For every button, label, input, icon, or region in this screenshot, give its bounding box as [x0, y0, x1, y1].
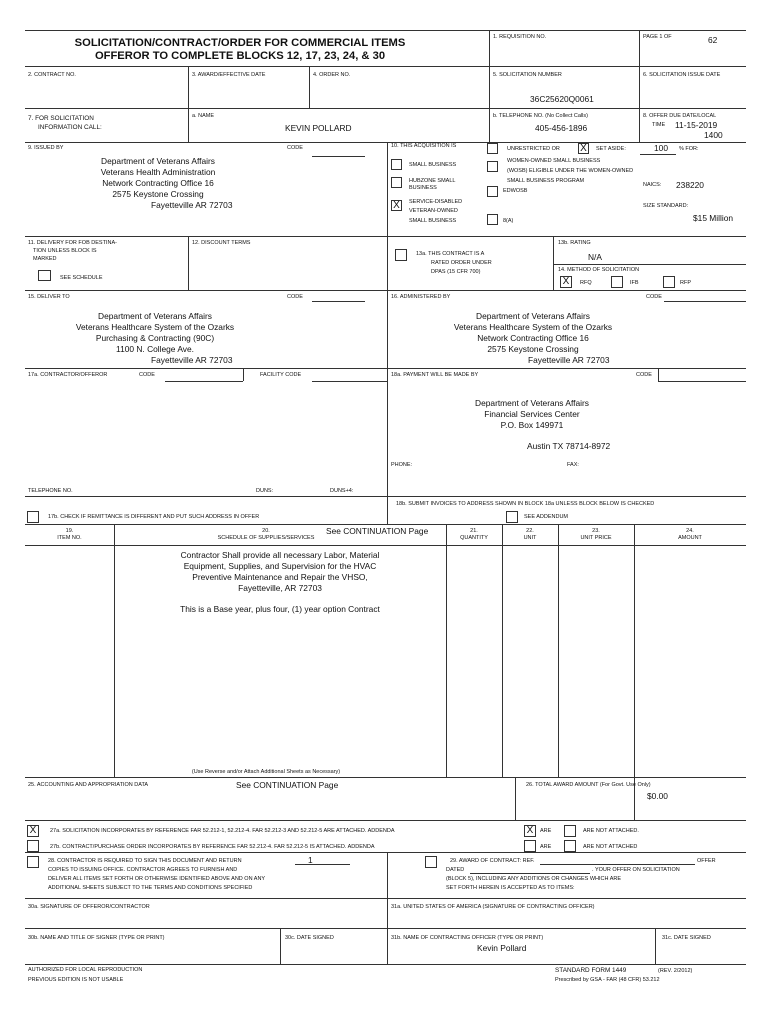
rated-order-label-3: DPAS (15 CFR 700) [431, 269, 481, 275]
sdvosb-label-3: SMALL BUSINESS [409, 218, 457, 224]
29-offer: OFFER [697, 858, 716, 864]
col-unit: UNIT [523, 535, 537, 541]
addendum-checkbox[interactable] [506, 511, 518, 523]
remittance-label: 17b. CHECK IF REMITTANCE IS DIFFERENT AND PUT SUCH ADDRESS IN OFFER [48, 514, 260, 520]
wosb-label: WOMEN-OWNED SMALL BUSINESS [507, 158, 601, 164]
facility-code-label: FACILITY CODE [260, 372, 302, 378]
27a-text: 27a. SOLICITATION INCORPORATES BY REFERENCE FAR 52.212-1, 52.212-4. FAR 52.212-3 AND 52.212-5 ARE ATTACHED. ADDENDA [50, 828, 395, 834]
29-checkbox[interactable] [425, 856, 437, 868]
29-your-offer: . YOUR OFFER ON SOLICITATION [592, 867, 680, 873]
officer-name: Kevin Pollard [477, 943, 527, 953]
deliver-to-line: Purchasing & Contracting (90C) [95, 333, 215, 343]
issued-by-line: Network Contracting Office 16 [102, 178, 214, 188]
col-amount-num: 24. [686, 528, 694, 534]
name-label: a. NAME [192, 113, 215, 119]
27b-text: 27b. CONTRACT/PURCHASE ORDER INCORPORATES BY REFERENCE FAR 52.212-4. FAR 52.212-5 IS ATTACHED. ADDENDA [50, 844, 375, 850]
28-text-2: COPIES TO ISSUING OFFICE. CONTRACTOR AGREES TO FURNISH AND [48, 867, 238, 873]
schedule-description: Equipment, Supplies, and Supervision for the HVAC [183, 561, 377, 571]
col-unit-price: UNIT PRICE [580, 535, 612, 541]
form-subtitle: OFFEROR TO COMPLETE BLOCKS 12, 17, 23, 24, & 30 [94, 50, 386, 62]
28-copies: 1 [308, 855, 313, 865]
issued-by-label: 9. ISSUED BY [28, 145, 64, 151]
duns4-label: DUNS+4: [330, 488, 354, 494]
set-aside-checkbox[interactable]: X [578, 143, 589, 154]
sdvosb-checkbox[interactable]: X [391, 200, 402, 211]
col-schedule: SCHEDULE OF SUPPLIES/SERVICES [217, 535, 315, 541]
27a-are-not-label: ARE NOT ATTACHED. [583, 828, 639, 834]
payment-line: Department of Veterans Affairs [475, 398, 589, 408]
duns-label: DUNS: [256, 488, 274, 494]
27b-are-not-checkbox[interactable] [564, 840, 576, 852]
edwosb-checkbox[interactable] [487, 186, 498, 197]
small-business-checkbox[interactable] [391, 159, 402, 170]
contract-no-label: 2. CONTRACT NO. [28, 72, 76, 78]
phone-label: b. TELEPHONE NO. (No Collect Calls) [493, 113, 588, 119]
29-dated: DATED [446, 867, 465, 873]
total-award-value: $0.00 [647, 791, 668, 801]
order-no-label: 4. ORDER NO. [313, 72, 351, 78]
col-item-no: ITEM NO. [57, 535, 82, 541]
naics-value: 238220 [676, 180, 704, 190]
offer-due-time-label: TIME [652, 122, 666, 128]
telephone-underline [25, 496, 387, 497]
accounting-label: 25. ACCOUNTING AND APPROPRIATION DATA [28, 782, 149, 788]
rating-value: N/A [588, 252, 602, 262]
rfp-checkbox[interactable] [663, 276, 675, 288]
schedule-continuation: See CONTINUATION Page [326, 526, 429, 536]
base-year-note: This is a Base year, plus four, (1) year option Contract [180, 604, 380, 614]
rated-order-label: 13a. THIS CONTRACT IS A [416, 251, 485, 257]
footer-form-name: STANDARD FORM 1449 [555, 967, 627, 974]
28-text: 28. CONTRACTOR IS REQUIRED TO SIGN THIS DOCUMENT AND RETURN [48, 858, 242, 864]
offer-due-date: 11-15-2019 [675, 120, 718, 130]
administered-by-line: Veterans Healthcare System of the Ozarks [453, 322, 613, 332]
footer-revision: (REV. 2/2012) [658, 968, 693, 974]
percent-for-label: % FOR: [679, 146, 699, 152]
contractor-code-label: CODE [139, 372, 155, 378]
set-aside-underline [640, 154, 676, 155]
wosb-checkbox[interactable] [487, 161, 498, 172]
schedule-description: Contractor Shall provide all necessary Labor, Material [180, 550, 380, 560]
contractor-label: 17a. CONTRACTOR/OFFEROR [28, 372, 108, 378]
set-aside-label: SET ASIDE: [596, 146, 626, 152]
accounting-value: See CONTINUATION Page [236, 780, 339, 790]
submit-invoices-label: 18b. SUBMIT INVOICES TO ADDRESS SHOWN IN BLOCK 18a UNLESS BLOCK BELOW IS CHECKED [396, 501, 655, 507]
payment-city: Austin TX 78714-8972 [527, 441, 611, 451]
delivery-label-2: TION UNLESS BLOCK IS [33, 248, 97, 254]
27a-are-not-checkbox[interactable] [564, 825, 576, 837]
addendum-label: SEE ADDENDUM [524, 514, 569, 520]
small-business-label: SMALL BUSINESS [409, 162, 457, 168]
deliver-to-line: 1100 N. College Ave. [116, 344, 194, 354]
schedule-description: Fayetteville, AR 72703 [238, 583, 322, 593]
col-item-no-num: 19. [65, 528, 74, 534]
27a-are-checkbox[interactable]: X [524, 825, 536, 837]
offeror-date-label: 30c. DATE SIGNED [285, 935, 334, 941]
footer-prescribed: Prescribed by GSA - FAR (48 CFR) 53.212 [555, 977, 660, 983]
delivery-label-3: MARKED [33, 256, 57, 262]
administered-by-line: Network Contracting Office 16 [477, 333, 589, 343]
method-label: 14. METHOD OF SOLICITATION [558, 267, 640, 273]
footer-reproduction: AUTHORIZED FOR LOCAL REPRODUCTION [28, 967, 143, 973]
signer-name-label: 30b. NAME AND TITLE OF SIGNER (TYPE OR PRINT) [28, 935, 165, 941]
contact-phone: 405-456-1896 [535, 123, 588, 133]
col-schedule-num: 20. [262, 528, 270, 534]
ifb-checkbox[interactable] [611, 276, 623, 288]
deliver-to-line: Fayetteville AR 72703 [151, 355, 233, 365]
requisition-label: 1. REQUISITION NO. [493, 34, 547, 40]
29-text: 29. AWARD OF CONTRACT: REF. [450, 858, 535, 864]
ifb-label: IFB [630, 280, 639, 286]
for-info-label-2: INFORMATION CALL: [38, 124, 102, 131]
solicitation-number-label: 5. SOLICITATION NUMBER [493, 72, 562, 78]
rated-order-checkbox[interactable] [395, 249, 407, 261]
administered-by-line: Fayetteville AR 72703 [528, 355, 610, 365]
administered-by-line: 2575 Keystone Crossing [487, 344, 579, 354]
payment-fax-label: FAX: [567, 462, 579, 468]
issued-by-code-label: CODE [287, 145, 303, 151]
payment-phone-label: PHONE: [391, 462, 413, 468]
27b-are-checkbox[interactable] [524, 840, 536, 852]
col-unit-num: 22. [526, 528, 534, 534]
deliver-to-label: 15. DELIVER TO [28, 294, 70, 300]
wosb-label-3: SMALL BUSINESS PROGRAM [507, 178, 585, 184]
col-amount: AMOUNT [678, 535, 702, 541]
col-quantity-num: 21. [470, 528, 478, 534]
sdvosb-label: SERVICE-DISABLED [409, 199, 463, 205]
hubzone-checkbox[interactable] [391, 177, 402, 188]
hubzone-label-2: BUSINESS [409, 185, 437, 191]
issue-date-label: 6. SOLICITATION ISSUE DATE [643, 72, 721, 78]
deliver-to-line: Department of Veterans Affairs [98, 311, 212, 321]
size-standard-value: $15 Million [693, 213, 734, 223]
rfq-checkbox[interactable]: X [560, 276, 572, 288]
eight-a-label: 8(A) [503, 218, 514, 224]
award-date-label: 3. AWARD/EFFECTIVE DATE [192, 72, 266, 78]
issued-by-line: Veterans Health Administration [100, 167, 216, 177]
deliver-to-line: Veterans Healthcare System of the Ozarks [75, 322, 235, 332]
form-title: SOLICITATION/CONTRACT/ORDER FOR COMMERCIAL ITEMS [74, 37, 406, 49]
29-text-3: (BLOCK 5), INCLUDING ANY ADDITIONS OR CHANGES WHICH ARE [446, 876, 622, 882]
administered-by-code-label: CODE [646, 294, 662, 300]
unrestricted-label: UNRESTRICTED OR [507, 146, 560, 152]
27b-are-not-label: ARE NOT ATTACHED [583, 844, 638, 850]
27a-are-label: ARE [540, 828, 552, 834]
wosb-label-2: (WOSB) ELIGIBLE UNDER THE WOMEN-OWNED [507, 168, 634, 174]
issued-by-line: 2575 Keystone Crossing [112, 189, 204, 199]
officer-name-label: 31b. NAME OF CONTRACTING OFFICER (TYPE OR PRINT) [391, 935, 544, 941]
col-unit-price-num: 23. [592, 528, 600, 534]
issued-by-line: Fayetteville AR 72703 [151, 200, 233, 210]
contact-name: KEVIN POLLARD [285, 123, 352, 133]
payment-line: Financial Services Center [484, 409, 580, 419]
reverse-note: (Use Reverse and/or Attach Additional Sheets as Necessary) [191, 769, 341, 775]
unrestricted-checkbox[interactable] [487, 143, 498, 154]
col-quantity: QUANTITY [460, 535, 488, 541]
issued-by-line: Department of Veterans Affairs [101, 156, 215, 166]
set-aside-percent: 100 [654, 143, 668, 153]
officer-date-label: 31c. DATE SIGNED [662, 935, 711, 941]
28-text-4: ADDITIONAL SHEETS SUBJECT TO THE TERMS AND CONDITIONS SPECIFIED [48, 885, 253, 891]
rfp-label: RFP [680, 280, 691, 286]
payment-line: P.O. Box 149971 [500, 420, 564, 430]
administered-by-line: Department of Veterans Affairs [476, 311, 590, 321]
remittance-checkbox[interactable] [27, 511, 39, 523]
rating-label: 13b. RATING [558, 240, 591, 246]
delivery-label: 11. DELIVERY FOR FOB DESTINA- [28, 240, 117, 246]
signature-offeror-label: 30a. SIGNATURE OF OFFEROR/CONTRACTOR [28, 904, 150, 910]
edwosb-label: EDWOSB [503, 188, 528, 194]
deliver-to-code-label: CODE [287, 294, 303, 300]
see-schedule-label: SEE SCHEDULE [60, 275, 103, 281]
eight-a-checkbox[interactable] [487, 214, 498, 225]
sdvosb-label-2: VETERAN-OWNED [409, 208, 458, 214]
total-award-label: 26. TOTAL AWARD AMOUNT (For Govt. Use Only) [526, 782, 651, 788]
offer-due-time: 1400 [704, 130, 723, 140]
27b-checkbox[interactable] [27, 840, 39, 852]
acquisition-label: 10. THIS ACQUISITION IS [391, 143, 457, 149]
rated-order-label-2: RATED ORDER UNDER [431, 260, 492, 266]
telephone-label: TELEPHONE NO. [28, 488, 73, 494]
28-checkbox[interactable] [27, 856, 39, 868]
administered-by-label: 16. ADMINISTERED BY [391, 294, 451, 300]
size-standard-label: SIZE STANDARD: [643, 203, 689, 209]
for-info-label: 7. FOR SOLICITATION [28, 115, 94, 122]
payment-label: 18a. PAYMENT WILL BE MADE BY [391, 372, 479, 378]
28-text-3: DELIVER ALL ITEMS SET FORTH OR OTHERWISE IDENTIFIED ABOVE AND ON ANY [48, 876, 266, 882]
signature-officer-label: 31a. UNITED STATES OF AMERICA (SIGNATURE OF CONTRACTING OFFICER) [391, 904, 595, 910]
schedule-description: Preventive Maintenance and Repair the VHSO, [192, 572, 368, 582]
see-schedule-checkbox[interactable] [38, 270, 51, 281]
footer-previous-edition: PREVIOUS EDITION IS NOT USABLE [28, 977, 124, 983]
29-text-4: SET FORTH HEREIN IS ACCEPTED AS TO ITEMS: [446, 885, 575, 891]
hubzone-label: HUBZONE SMALL [409, 178, 456, 184]
27b-are-label: ARE [540, 844, 552, 850]
solicitation-number: 36C25620Q0061 [530, 94, 594, 104]
discount-terms-label: 12. DISCOUNT TERMS [192, 240, 251, 246]
rfq-label: RFQ [580, 280, 592, 286]
payment-code-label: CODE [636, 372, 652, 378]
rating-divider [554, 264, 746, 265]
27a-checkbox[interactable]: X [27, 825, 39, 837]
page-total: 62 [708, 35, 718, 45]
naics-label: NAICS: [643, 182, 662, 188]
offer-due-label: 8. OFFER DUE DATE/LOCAL [643, 113, 717, 119]
page-label: PAGE 1 OF [643, 34, 672, 40]
